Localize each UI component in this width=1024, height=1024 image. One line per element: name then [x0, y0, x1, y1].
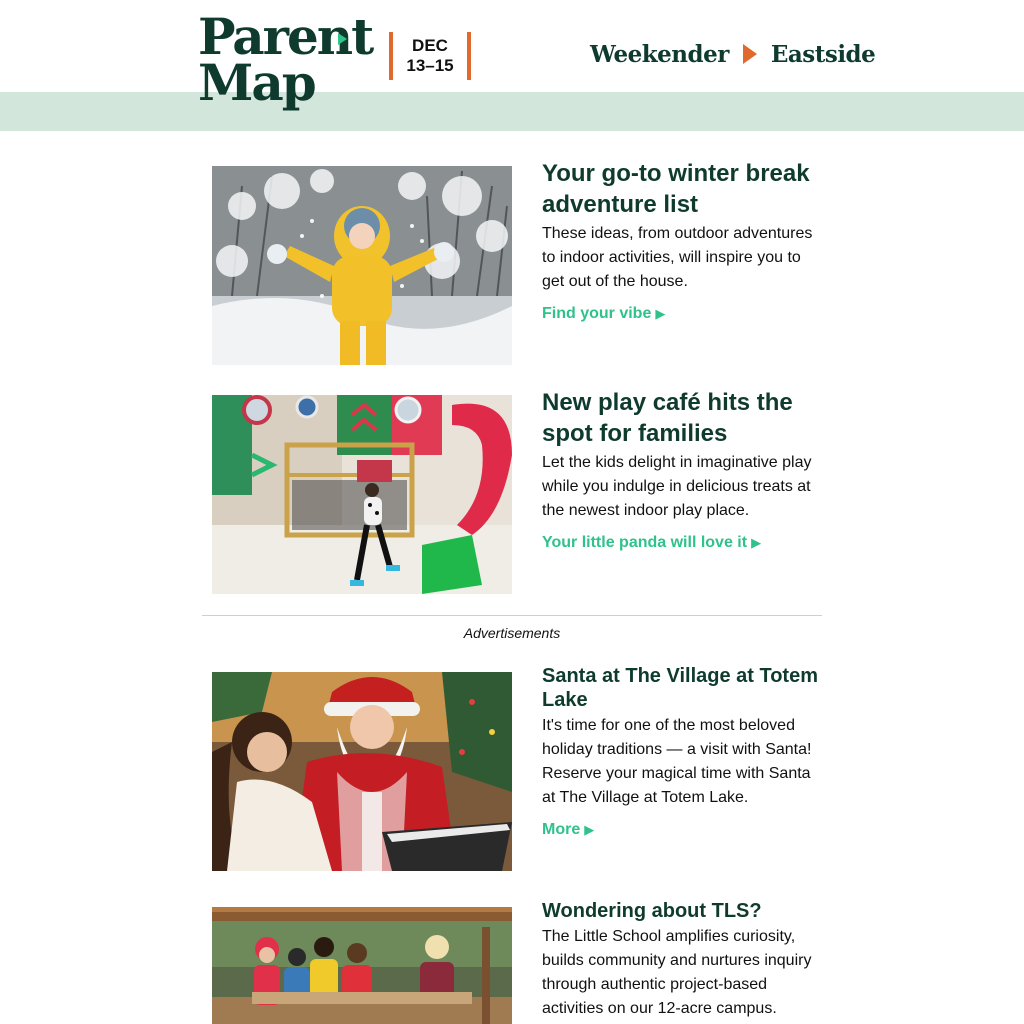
edition-weekender: Weekender [590, 40, 729, 68]
date-badge [389, 32, 471, 80]
cta-label: More [542, 821, 581, 838]
ad-description: It's time for one of the most beloved holiday traditions — a visit with Santa! Reserve your magical time with Santa at The Village at Totem Lake. [542, 717, 812, 806]
article-cta-link[interactable] [542, 302, 665, 326]
play-arrow-icon: ▶ [751, 535, 762, 550]
article-image-play-cafe[interactable] [212, 395, 512, 594]
article-cta-link[interactable] [542, 531, 761, 555]
ad-text [542, 664, 822, 842]
advertisements-label: Advertisements [463, 625, 561, 641]
article-text [542, 387, 822, 555]
play-arrow-icon: ▶ [584, 822, 595, 837]
article-description: These ideas, from outdoor adventures to indoor activities, will inspire you to get out of the house. [542, 225, 813, 290]
logo-word-parent: Parent [198, 7, 373, 66]
ad-cta-link[interactable] [542, 818, 594, 842]
cta-label: Find your vibe [542, 305, 652, 322]
parentmap-logo[interactable] [198, 7, 373, 122]
edition-eastside: Eastside [770, 40, 876, 68]
ad-image-santa[interactable] [212, 672, 512, 871]
edition-breadcrumb [590, 38, 875, 70]
ad-title[interactable]: Santa at The Village at Totem Lake [542, 665, 818, 711]
article-title[interactable]: Your go-to winter break adventure list [542, 160, 810, 218]
article-image-snow-child[interactable] [212, 166, 512, 365]
ad-title[interactable]: Wondering about TLS? [542, 900, 762, 922]
logo-arrow-icon [338, 33, 347, 45]
ad-description: The Little School amplifies curiosity, builds community and nurtures inquiry through authentic project-based activities on our 12-acre campus. [542, 928, 812, 1017]
ad-text [542, 899, 822, 1021]
play-arrow-icon: ▶ [655, 306, 666, 321]
header-band [0, 92, 1024, 131]
section-divider [202, 615, 822, 616]
cta-label: Your little panda will love it [542, 534, 748, 551]
ad-image-school[interactable] [212, 907, 512, 1024]
play-arrow-icon [743, 44, 757, 64]
article-text [542, 158, 822, 326]
newsletter-header [0, 0, 1024, 131]
date-month: DEC [412, 36, 448, 55]
logo-word-map: Map [198, 53, 315, 112]
article-title[interactable]: New play café hits the spot for families [542, 389, 793, 447]
date-range: 13–15 [406, 56, 454, 75]
article-description: Let the kids delight in imaginative play while you indulge in delicious treats at the newest indoor play place. [542, 454, 812, 519]
